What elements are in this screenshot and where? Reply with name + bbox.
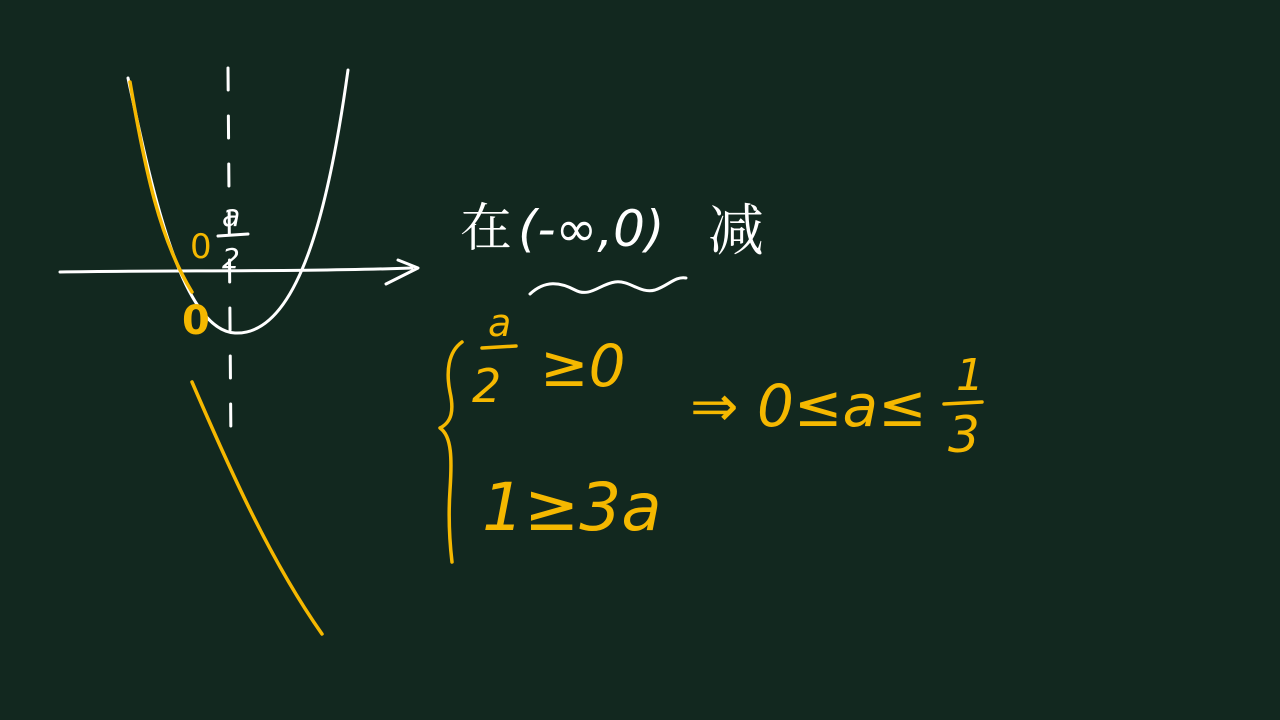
x-axis-arrowhead [386,260,418,284]
origin-label: 0 [190,227,212,267]
statement-suffix: 减 [708,199,764,264]
system-line1-numerator: a [488,301,512,345]
origin-label-lower: 0 [182,298,210,344]
vertex-label-numerator: a [222,199,241,234]
vertex-fraction-bar [218,234,248,236]
result-prefix: ⇒ 0≤a≤ [690,372,927,440]
system-line1-denominator: 2 [472,359,502,413]
yellow-curve-upper [130,82,192,292]
system-line1-relation: ≥0 [540,332,626,400]
system-brace [440,342,462,562]
result-fraction-bar [944,402,982,404]
yellow-curve-lower [192,382,322,634]
interval-wavy-underline [530,278,686,294]
statement-prefix: 在 [460,199,513,259]
result-numerator: 1 [956,350,984,401]
vertex-label-denominator: 2 [222,242,240,275]
system-line2: 1≥3a [482,469,662,546]
statement-interval: (-∞,0) [518,200,665,258]
result-denominator: 3 [948,406,980,464]
system-fraction-bar [482,346,516,348]
